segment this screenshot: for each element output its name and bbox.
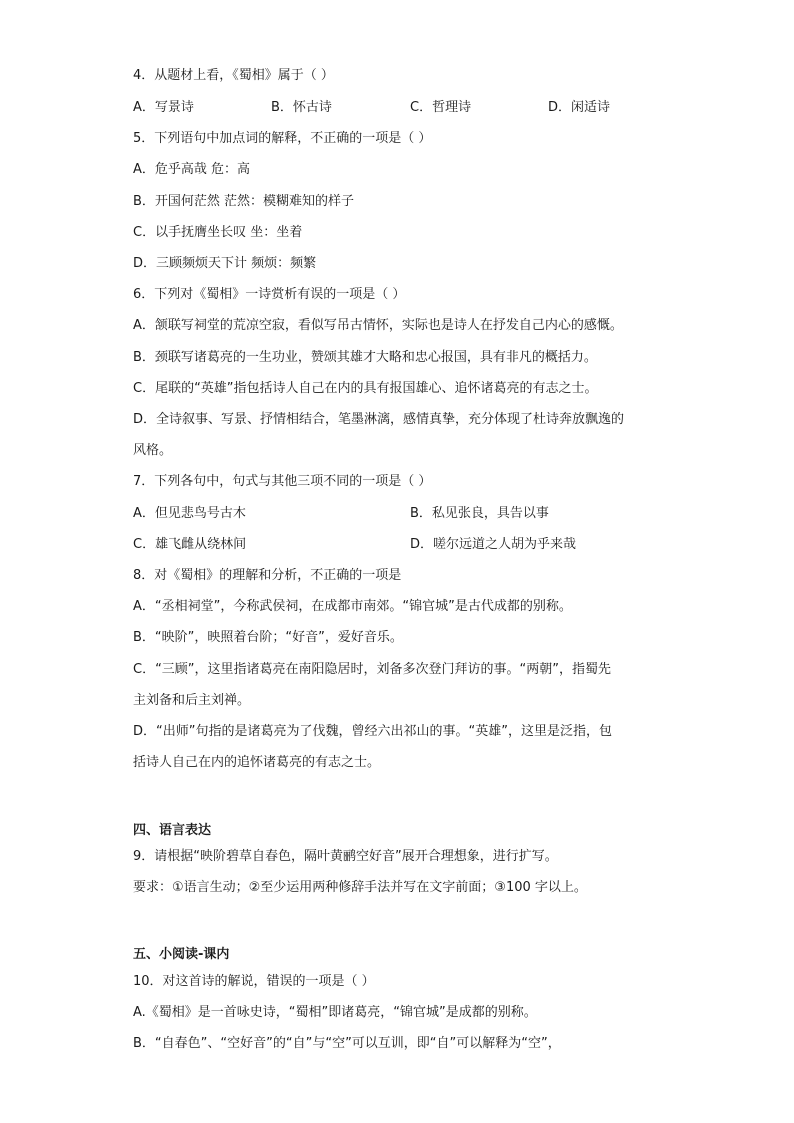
section5-heading: 五、小阅读-课内 xyxy=(133,947,230,962)
q7-stem: 7．下列各句中，句式与其他三项不同的一项是（ ） xyxy=(133,474,432,489)
q7-option-d: D．嗟尔远道之人胡为乎来哉 xyxy=(410,537,577,552)
q4-option-b: B．怀古诗 xyxy=(271,100,332,115)
q6-option-d: D．全诗叙事、写景、抒情相结合，笔墨淋漓，感情真挚，充分体现了杜诗奔放飘逸的 xyxy=(133,412,625,427)
q8-option-d: D．“出师”句指的是诸葛亮为了伐魏，曾经六出祁山的事。“英雄”，这里是泛指，包 xyxy=(133,724,612,739)
q5-option-d: D．三顾频烦天下计 频烦：频繁 xyxy=(133,256,317,271)
q5-option-b: B．开国何茫然 茫然：模糊难知的样子 xyxy=(133,194,355,209)
q8-option-a: A．“丞相祠堂”，今称武侯祠，在成都市南郊。“锦官城”是古代成都的别称。 xyxy=(133,599,572,614)
q10-stem: 10．对这首诗的解说，错误的一项是（ ） xyxy=(133,974,375,989)
q9-requirements: 要求：①语言生动；②至少运用两种修辞手法并写在文字前面；③100 字以上。 xyxy=(133,880,587,895)
q9-stem: 9．请根据“映阶碧草自春色，隔叶黄鹂空好音”展开合理想象，进行扩写。 xyxy=(133,849,558,864)
q4-option-a: A．写景诗 xyxy=(133,100,194,115)
q6-option-d-cont: 风格。 xyxy=(133,443,173,458)
q8-stem: 8．对《蜀相》的理解和分析，不正确的一项是 xyxy=(133,568,402,583)
q7-option-b: B．私见张良，具告以事 xyxy=(410,506,549,521)
q8-option-c-cont: 主刘备和后主刘禅。 xyxy=(133,693,251,708)
q4-option-c: C．哲理诗 xyxy=(410,100,472,115)
q10-option-a: A.《蜀相》是一首咏史诗，“蜀相”即诸葛亮，“锦官城”是成都的别称。 xyxy=(133,1005,537,1020)
q7-option-a: A．但见悲鸟号古木 xyxy=(133,506,246,521)
q5-option-c: C．以手抚膺坐长叹 坐：坐着 xyxy=(133,225,303,240)
section4-heading: 四、语言表达 xyxy=(133,823,212,838)
q8-option-c: C．“三顾”，这里指诸葛亮在南阳隐居时，刘备多次登门拜访的事。“两朝”，指蜀先 xyxy=(133,662,612,677)
q5-option-a: A．危乎高哉 危：高 xyxy=(133,162,251,177)
q4-stem: 4．从题材上看，《蜀相》属于（ ） xyxy=(133,68,334,83)
q4-option-d: D．闲适诗 xyxy=(548,100,611,115)
q6-stem: 6．下列对《蜀相》一诗赏析有误的一项是（ ） xyxy=(133,287,406,302)
q6-option-c: C．尾联的“英雄”指包括诗人自己在内的具有报国雄心、追怀诸葛亮的有志之士。 xyxy=(133,381,598,396)
q6-option-a: A．颔联写祠堂的荒凉空寂，看似写吊古情怀，实际也是诗人在抒发自己内心的感慨。 xyxy=(133,318,623,333)
q5-stem: 5．下列语句中加点词的解释，不正确的一项是（ ） xyxy=(133,131,432,146)
q8-option-b: B．“映阶”，映照着台阶；“好音”，爱好音乐。 xyxy=(133,630,403,645)
q10-option-b: B．“自春色”、“空好音”的“自”与“空”可以互训，即“自”可以解释为“空”， xyxy=(133,1036,561,1051)
q6-option-b: B．颈联写诸葛亮的一生功业，赞颂其雄才大略和忠心报国，具有非凡的概括力。 xyxy=(133,350,597,365)
q7-option-c: C．雄飞雌从绕林间 xyxy=(133,537,247,552)
q8-option-d-cont: 括诗人自己在内的追怀诸葛亮的有志之士。 xyxy=(133,755,381,770)
